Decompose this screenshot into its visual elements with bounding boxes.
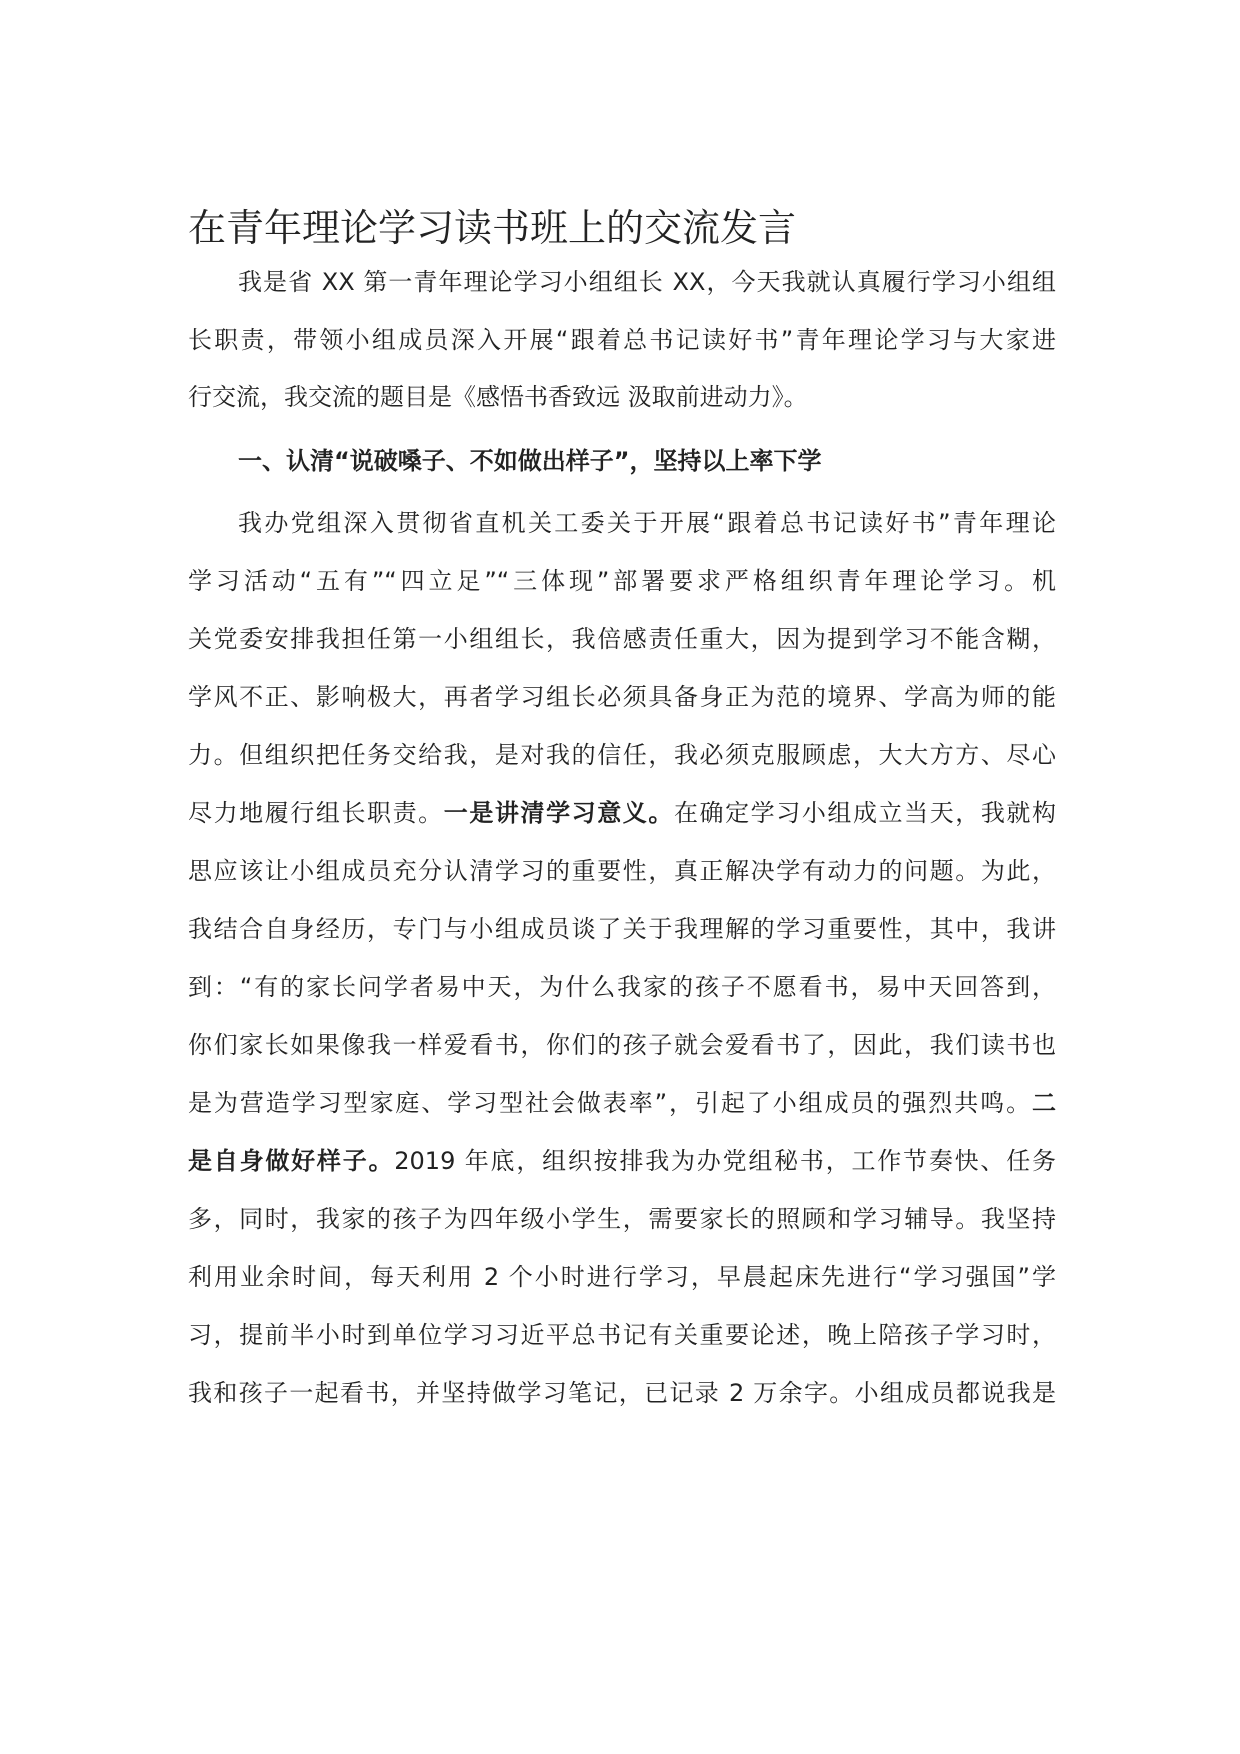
body-line-4: 学风不正、影响极大，再者学习组长必须具备身正为范的境界、学高为师的能 (188, 683, 1056, 711)
emphasis-point-2-start: 二 (1032, 1089, 1056, 1117)
body-line-13: 多，同时，我家的孩子为四年级小学生，需要家长的照顾和学习辅导。我坚持 (188, 1205, 1056, 1233)
body-line-9: 到：“有的家长问学者易中天，为什么我家的孩子不愿看书，易中天回答到， (188, 973, 1056, 1001)
body-line-5: 力。但组织把任务交给我，是对我的信任，我必须克服顾虑，大大方方、尽心 (188, 741, 1056, 769)
emphasis-point-1: 一是讲清学习意义。 (443, 799, 674, 827)
body-text: 在确定学习小组成立当天，我就构 (673, 799, 1056, 827)
intro-line-3: 行交流，我交流的题目是《感悟书香致远 汲取前进动力》。 (188, 383, 808, 411)
body-line-7: 思应该让小组成员充分认清学习的重要性，真正解决学有动力的问题。为此， (188, 857, 1056, 885)
body-line-2: 学习活动“五有”“四立足”“三体现”部署要求严格组织青年理论学习。机 (188, 567, 1056, 595)
body-line-1: 我办党组深入贯彻省直机关工委关于开展“跟着总书记读好书”青年理论 (238, 509, 1056, 537)
body-text: 尽力地履行组长职责。 (188, 799, 444, 827)
body-line-14: 利用业余时间，每天利用 2 个小时进行学习，早晨起床先进行“学习强国”学 (188, 1263, 1056, 1291)
body-line-6 (188, 793, 1056, 833)
body-line-16: 我和孩子一起看书，并坚持做学习笔记，已记录 2 万余字。小组成员都说我是 (188, 1379, 1056, 1407)
body-line-3: 关党委安排我担任第一小组组长，我倍感责任重大，因为提到学习不能含糊， (188, 625, 1056, 653)
intro-line-2: 长职责，带领小组成员深入开展“跟着总书记读好书”青年理论学习与大家进 (188, 326, 1056, 354)
body-line-15: 习，提前半小时到单位学习习近平总书记有关重要论述，晚上陪孩子学习时， (188, 1321, 1056, 1349)
document-title: 在青年理论学习读书班上的交流发言 (188, 206, 797, 250)
body-line-10: 你们家长如果像我一样爱看书，你们的孩子就会爱看书了，因此，我们读书也 (188, 1031, 1056, 1059)
body-text: 2019 年底，组织按排我为办党组秘书，工作节奏快、任务 (394, 1147, 1056, 1175)
intro-line-1: 我是省 XX 第一青年理论学习小组组长 XX，今天我就认真履行学习小组组 (238, 268, 1056, 296)
body-line-11 (188, 1083, 1056, 1123)
body-line-12 (188, 1141, 1056, 1181)
emphasis-point-2-end: 是自身做好样子。 (188, 1147, 395, 1175)
section-heading-1: 一、认清“说破嗓子、不如做出样子”，坚持以上率下学 (238, 447, 822, 475)
body-text: 是为营造学习型家庭、学习型社会做表率”，引起了小组成员的强烈共鸣。 (188, 1089, 1032, 1117)
body-line-8: 我结合自身经历，专门与小组成员谈了关于我理解的学习重要性，其中，我讲 (188, 915, 1056, 943)
